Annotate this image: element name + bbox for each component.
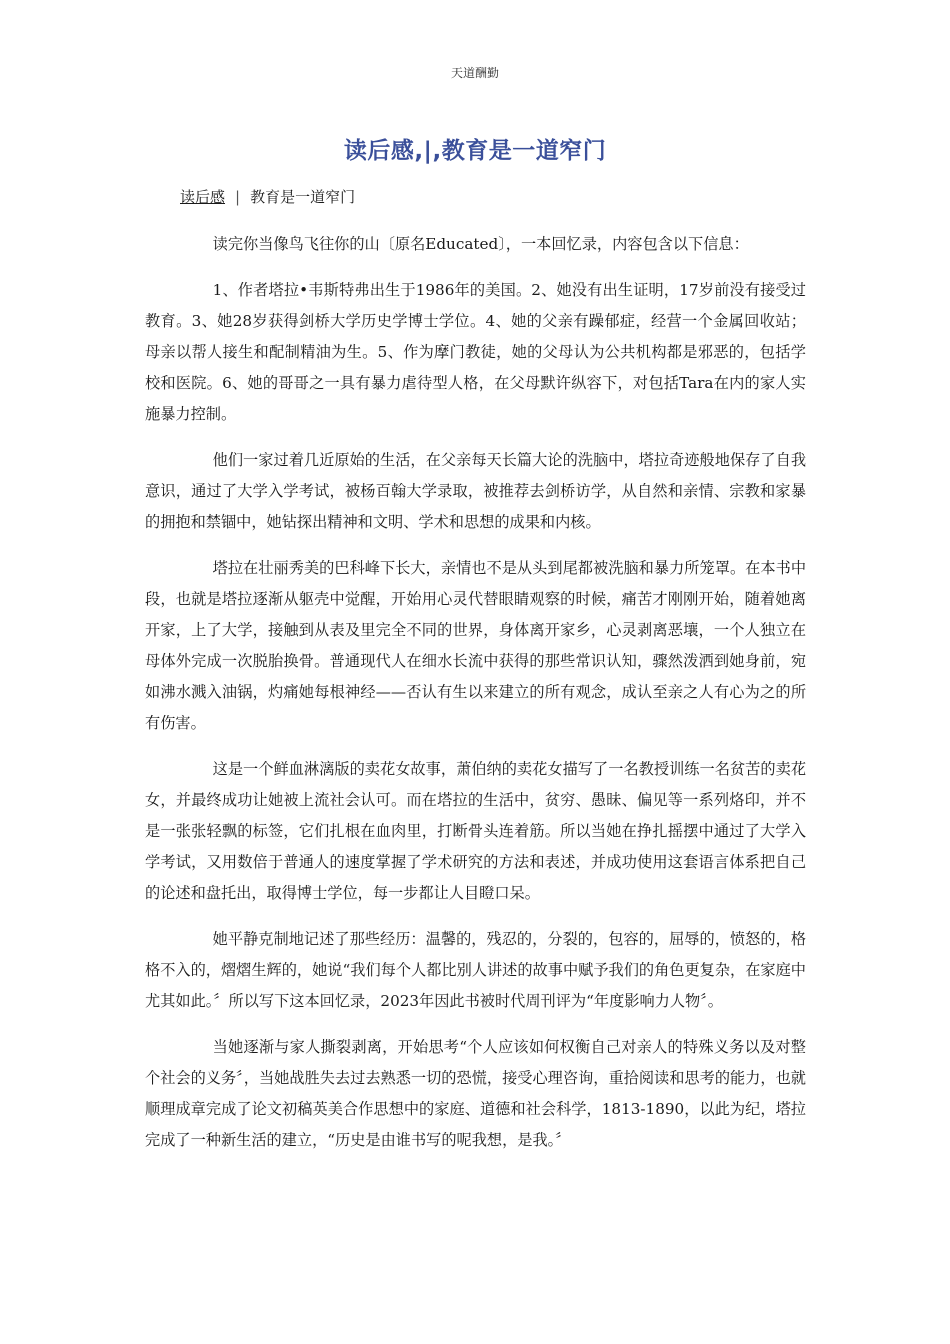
paragraph: 他们一家过着几近原始的生活，在父亲每天长篇大论的洗脑中，塔拉奇迹般地保存了自我意识，通过了大学入学考试，被杨百翰大学录取，被推荐去剑桥访学，从自然和亲情、宗教和家暴的拥抱和禁锢中，她钻探出精神和文明、学术和思想的成果和内核。 (145, 451, 806, 531)
paragraph: 当她逐渐与家人撕裂剥离，开始思考“个人应该如何权衡自己对亲人的特殊义务以及对整个社会的义务〞，当她战胜失去过去熟悉一切的恐慌，接受心理咨询，重拾阅读和思考的能力，也就顺理成章完成了论文初稿英美合作思想中的家庭、道德和社会科学，1813-1890，以此为纪，塔拉完成了一种新生活的建立，“历史是由谁书写的呢我想，是我。〞 (145, 1038, 806, 1149)
subtitle-line (180, 186, 355, 208)
subtitle-text: 教育是一道窄门 (250, 188, 356, 206)
paragraph: 她平静克制地记述了那些经历：温馨的，残忍的，分裂的，包容的，屈辱的，愤怒的，格格不入的，熠熠生辉的，她说“我们每个人都比别人讲述的故事中赋予我们的角色更复杂，在家庭中尤其如此。〞所以写下这本回忆录，2023年因此书被时代周刊评为“年度影响力人物〞。 (145, 930, 806, 1010)
document-title: 读后感,|,教育是一道窄门 (343, 138, 607, 164)
paragraph: 这是一个鲜血淋漓版的卖花女故事，萧伯纳的卖花女描写了一名教授训练一名贫苦的卖花女，并最终成功让她被上流社会认可。而在塔拉的生活中，贫穷、愚昧、偏见等一系列烙印，并不是一张张轻飘的标签，它们扎根在血肉里，打断骨头连着筋。所以当她在挣扎摇摆中通过了大学入学考试，又用数倍于普通人的速度掌握了学术研究的方法和表述，并成功使用这套语言体系把自己的论述和盘托出，取得博士学位，每一步都让人目瞪口呆。 (145, 760, 806, 902)
paragraph-facts: 1、作者塔拉•韦斯特弗出生于1986年的美国。2、她没有出生证明，17岁前没有接受过教育。3、她28岁获得剑桥大学历史学博士学位。4、她的父亲有躁郁症，经营一个金属回收站；母亲以帮人接生和配制精油为生。5、作为摩门教徒，她的父母认为公共机构都是邪恶的，包括学校和医院。6、她的哥哥之一具有暴力虐待型人格，在父母默许纵容下，对包括Tara在内的家人实施暴力控制。 (145, 281, 806, 423)
subtitle-link[interactable]: 读后感 (180, 188, 226, 206)
page-header: 天道酬勤 (450, 66, 499, 80)
paragraph: 塔拉在壮丽秀美的巴科峰下长大，亲情也不是从头到尾都被洗脑和暴力所笼罩。在本书中段，也就是塔拉逐渐从躯壳中觉醒，开始用心灵代替眼睛观察的时候，痛苦才刚刚开始，随着她离开家，上了大学，接触到从表及里完全不同的世界，身体离开家乡，心灵剥离恶壤，一个人独立在母体外完成一次脱胎换骨。普通现代人在细水长流中获得的那些常识认知，骤然泼洒到她身前，宛如沸水溅入油锅，灼痛她每根神经——否认有生以来建立的所有观念，成认至亲之人有心为之的所有伤害。 (145, 559, 806, 732)
paragraph-intro: 读完你当像鸟飞往你的山〔原名Educated〕，一本回忆录，内容包含以下信息： (212, 235, 749, 253)
document-body (145, 229, 806, 1171)
subtitle-separator: | (235, 188, 241, 206)
